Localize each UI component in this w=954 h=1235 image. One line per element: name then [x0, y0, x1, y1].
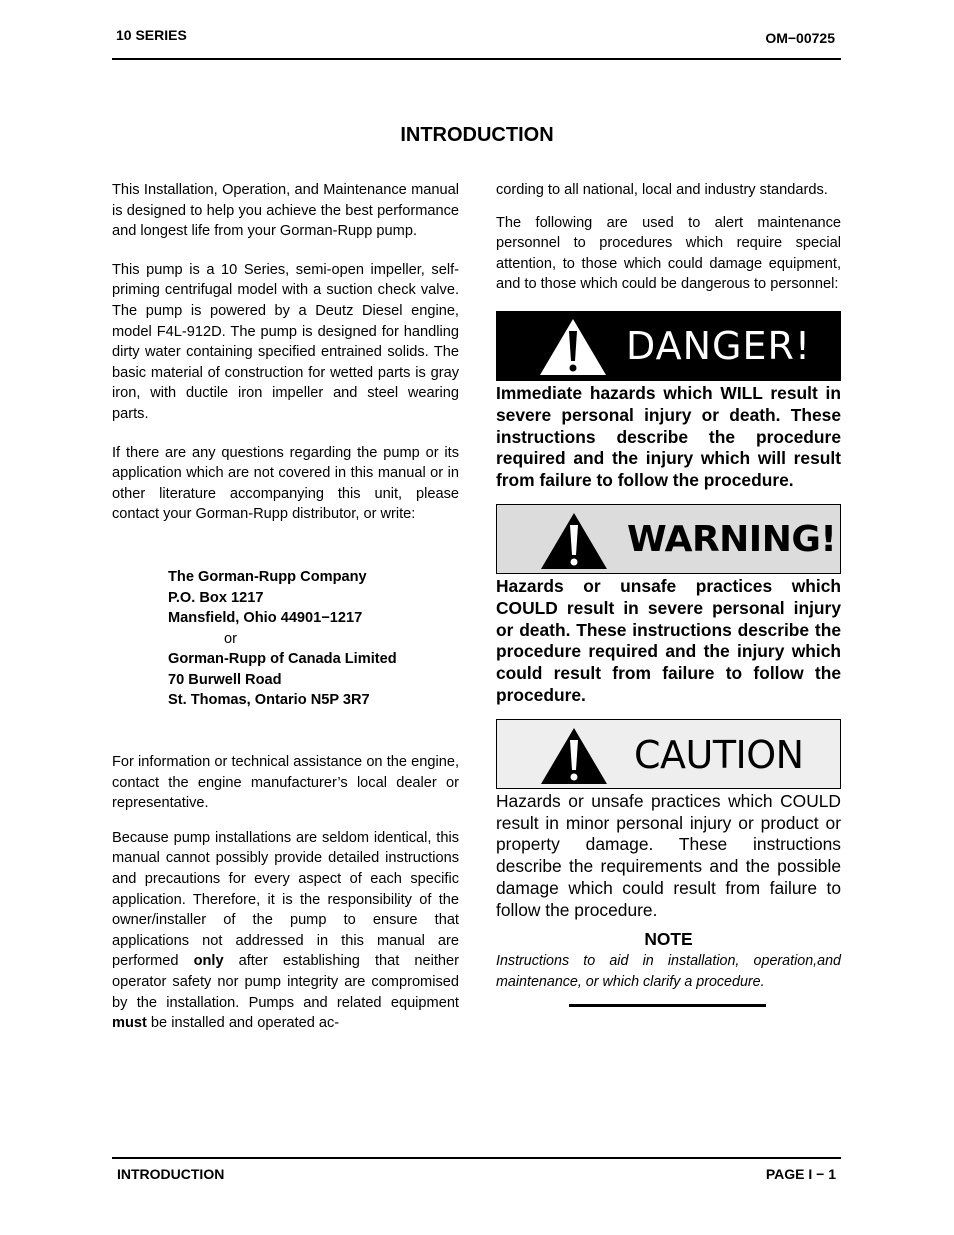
right-column [496, 180, 841, 1007]
header-rule [112, 58, 841, 60]
pump-description-paragraph: This pump is a 10 Series, semi-open impeller, self-priming centrifugal model with a suction check valve. The pump is powered by a Deutz Diesel engine, model F4L-912D. The pump is designed for handling dirty water containing specified entrained solids. The basic material of construction for wetted parts is gray iron, with ductile iron impeller and steel wearing parts. [112, 261, 459, 422]
danger-banner [496, 311, 841, 381]
address-line: P.O. Box 1217 [168, 589, 264, 606]
address-line: Mansfield, Ohio 44901−1217 [168, 610, 363, 627]
warning-triangle-icon [539, 511, 609, 571]
address-line: The Gorman-Rupp Company [168, 568, 367, 585]
intro-paragraph: This Installation, Operation, and Maintenance manual is designed to help you achieve the best performance and longest life from your Gorman-Rupp pump. [112, 182, 459, 240]
left-column [112, 180, 459, 1034]
note-heading: NOTE [644, 928, 693, 949]
warning-word: WARNING! [627, 518, 837, 560]
address-block [112, 567, 459, 711]
footer-rule [112, 1157, 841, 1159]
address-or: or [224, 630, 237, 647]
emphasis-must: must [112, 1015, 147, 1032]
caution-text: Hazards or unsafe practices which COULD result in minor personal injury or product or property damage. These instructions describe the requirements and the possible damage which could result from failure to follow the procedure. [496, 790, 841, 920]
warning-text: Hazards or unsafe practices which COULD result in severe personal injury or death. These instructions describe the procedure required and the injury which could result from failure to follow the procedure. [496, 575, 841, 705]
address-line: St. Thomas, Ontario N5P 3R7 [168, 692, 370, 709]
note-text: Instructions to aid in installation, operation,and maintenance, or which clarify a procedure. [496, 953, 841, 990]
installation-continuation: cording to all national, local and industry standards. [496, 182, 828, 198]
danger-warning-triangle-icon [538, 317, 608, 377]
danger-word: DANGER! [626, 323, 812, 368]
installation-continued: be installed and operated ac- [146, 1015, 340, 1032]
header-doc-number: OM−00725 [765, 30, 835, 46]
page-title: INTRODUCTION [400, 124, 554, 146]
footer-section: INTRODUCTION [117, 1166, 225, 1182]
installation-paragraph: Because pump installations are seldom identical, this manual cannot possibly provide detailed instructions and precautions for every aspect of each specific application. Therefore, it is the responsibility of the owner/installer of the pump to ensure that applications not addressed in this manual are performed only after establishing that neither operator safety nor pump integrity are compromised by the installation. Pumps and related equipment must be installed and operated ac- [112, 829, 459, 1032]
caution-word: CAUTION [634, 732, 804, 777]
footer-page-number: PAGE I − 1 [765, 1166, 836, 1182]
engine-paragraph: For information or technical assistance on the engine, contact the engine manufacturer’s local dealer or representative. [112, 754, 459, 812]
end-rule [569, 1004, 766, 1007]
address-line: Gorman-Rupp of Canada Limited [168, 651, 397, 668]
caution-banner [496, 719, 841, 789]
caution-triangle-icon [539, 726, 609, 786]
emphasis-only: only [193, 953, 224, 970]
header-series: 10 SERIES [116, 27, 187, 43]
alert-intro-paragraph: The following are used to alert maintenance personnel to procedures which require special attention, to those which could damage equipment, and to those which could be dangerous to personnel: [496, 214, 841, 293]
warning-banner [496, 504, 841, 574]
danger-text: Immediate hazards which WILL result in severe personal injury or death. These instructions describe the procedure required and the injury which will result from failure to follow the procedure. [496, 382, 841, 491]
questions-paragraph: If there are any questions regarding the pump or its application which are not covered in this manual or in other literature accompanying this unit, please contact your Gorman-Rupp distributor, or write: [112, 444, 459, 523]
address-line: 70 Burwell Road [168, 671, 282, 688]
